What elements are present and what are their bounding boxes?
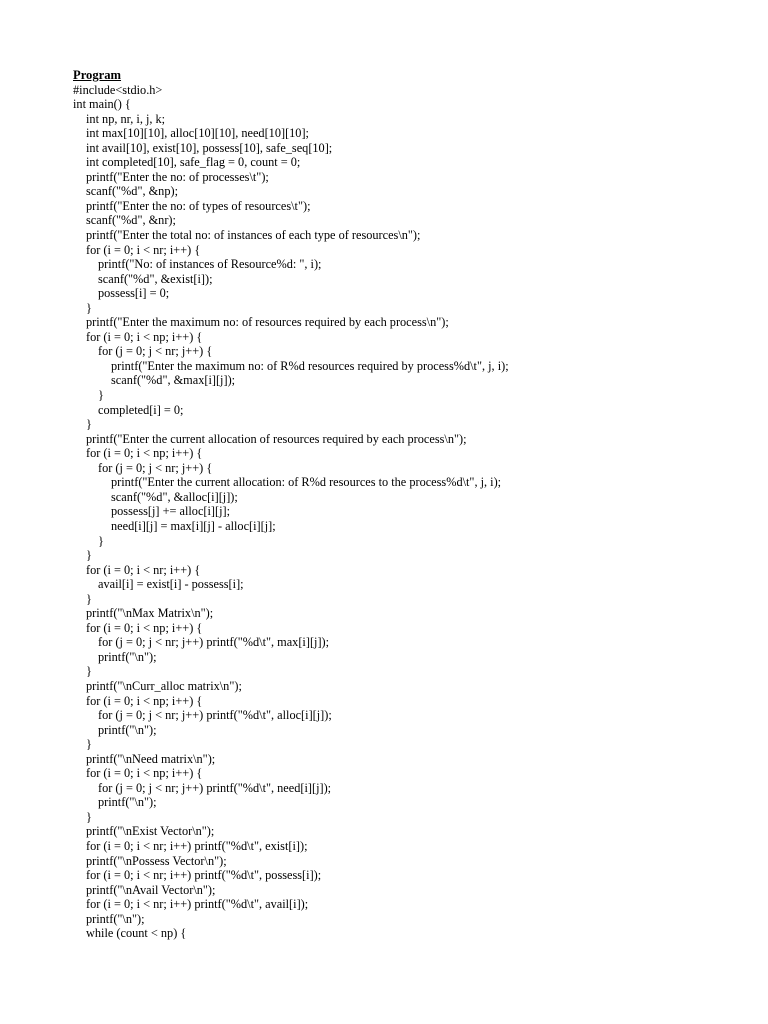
code-line: possess[j] += alloc[i][j];	[111, 504, 231, 519]
code-line: for (i = 0; i < nr; i++) printf("%d\t", possess[i]);	[86, 868, 322, 883]
code-line: scanf("%d", &exist[i]);	[98, 271, 213, 286]
code-line: for (i = 0; i < np; i++) {	[86, 766, 203, 781]
code-line: }	[86, 417, 92, 432]
code-line: printf("No: of instances of Resource%d: ", i);	[98, 257, 322, 272]
document-page	[73, 68, 753, 941]
code-line: int main() {	[73, 97, 131, 112]
code-line: scanf("%d", &np);	[86, 184, 178, 199]
code-line: for (j = 0; j < nr; j++) {	[98, 460, 213, 475]
code-line: printf("Enter the no: of types of resources\t");	[86, 198, 311, 213]
code-line: for (i = 0; i < nr; i++) {	[86, 562, 201, 577]
code-line: printf("Enter the current allocation of resources required by each process\n");	[86, 431, 467, 446]
code-line: for (i = 0; i < np; i++) {	[86, 620, 203, 635]
code-line: printf("\nCurr_alloc matrix\n");	[86, 678, 242, 693]
code-line: for (i = 0; i < nr; i++) {	[86, 242, 201, 257]
code-line: }	[98, 533, 104, 548]
code-line: for (i = 0; i < np; i++) {	[86, 329, 203, 344]
code-line: for (i = 0; i < np; i++) {	[86, 693, 203, 708]
code-line: }	[86, 548, 92, 563]
code-line: printf("\nNeed matrix\n");	[86, 751, 216, 766]
code-line: for (j = 0; j < nr; j++) printf("%d\t", need[i][j]);	[98, 780, 332, 795]
code-line: need[i][j] = max[i][j] - alloc[i][j];	[111, 518, 276, 533]
code-line: printf("Enter the no: of processes\t");	[86, 169, 269, 184]
code-line: int completed[10], safe_flag = 0, count = 0;	[86, 155, 301, 170]
code-line: scanf("%d", &nr);	[86, 213, 176, 228]
code-line: for (i = 0; i < nr; i++) printf("%d\t", exist[i]);	[86, 838, 308, 853]
code-line: completed[i] = 0;	[98, 402, 184, 417]
code-line: printf("\n");	[86, 911, 145, 926]
code-line: for (i = 0; i < np; i++) {	[86, 446, 203, 461]
code-line: printf("\nExist Vector\n");	[86, 824, 215, 839]
code-line: }	[86, 809, 92, 824]
code-line: printf("\nAvail Vector\n");	[86, 882, 216, 897]
code-line: int max[10][10], alloc[10][10], need[10][10];	[86, 126, 309, 141]
code-line: printf("\nPossess Vector\n");	[86, 853, 227, 868]
code-line: int np, nr, i, j, k;	[86, 111, 166, 126]
code-line: for (j = 0; j < nr; j++) printf("%d\t", max[i][j]);	[98, 635, 330, 650]
code-line: }	[86, 300, 92, 315]
code-line: printf("Enter the current allocation: of R%d resources to the process%d\t", j, i);	[111, 475, 502, 490]
code-line: printf("Enter the maximum no: of R%d resources required by process%d\t", j, i);	[111, 358, 509, 373]
code-line: for (j = 0; j < nr; j++) {	[98, 344, 213, 359]
code-line: }	[86, 591, 92, 606]
code-line: printf("\n");	[98, 795, 157, 810]
code-listing	[73, 83, 753, 941]
code-line: printf("Enter the total no: of instances of each type of resources\n");	[86, 228, 421, 243]
code-line: for (i = 0; i < nr; i++) printf("%d\t", avail[i]);	[86, 897, 309, 912]
code-line: scanf("%d", &max[i][j]);	[111, 373, 236, 388]
code-line: printf("\n");	[98, 722, 157, 737]
code-line: avail[i] = exist[i] - possess[i];	[98, 577, 244, 592]
code-line: #include<stdio.h>	[73, 82, 163, 97]
code-line: while (count < np) {	[86, 926, 187, 941]
code-line: }	[98, 388, 104, 403]
code-line: possess[i] = 0;	[98, 286, 170, 301]
program-heading: Program	[73, 68, 122, 82]
code-line: for (j = 0; j < nr; j++) printf("%d\t", alloc[i][j]);	[98, 708, 332, 723]
code-line: }	[86, 664, 92, 679]
code-line: printf("\nMax Matrix\n");	[86, 606, 214, 621]
code-line: int avail[10], exist[10], possess[10], safe_seq[10];	[86, 140, 333, 155]
code-line: }	[86, 737, 92, 752]
code-line: printf("\n");	[98, 649, 157, 664]
code-line: scanf("%d", &alloc[i][j]);	[111, 489, 238, 504]
code-line: printf("Enter the maximum no: of resources required by each process\n");	[86, 315, 449, 330]
